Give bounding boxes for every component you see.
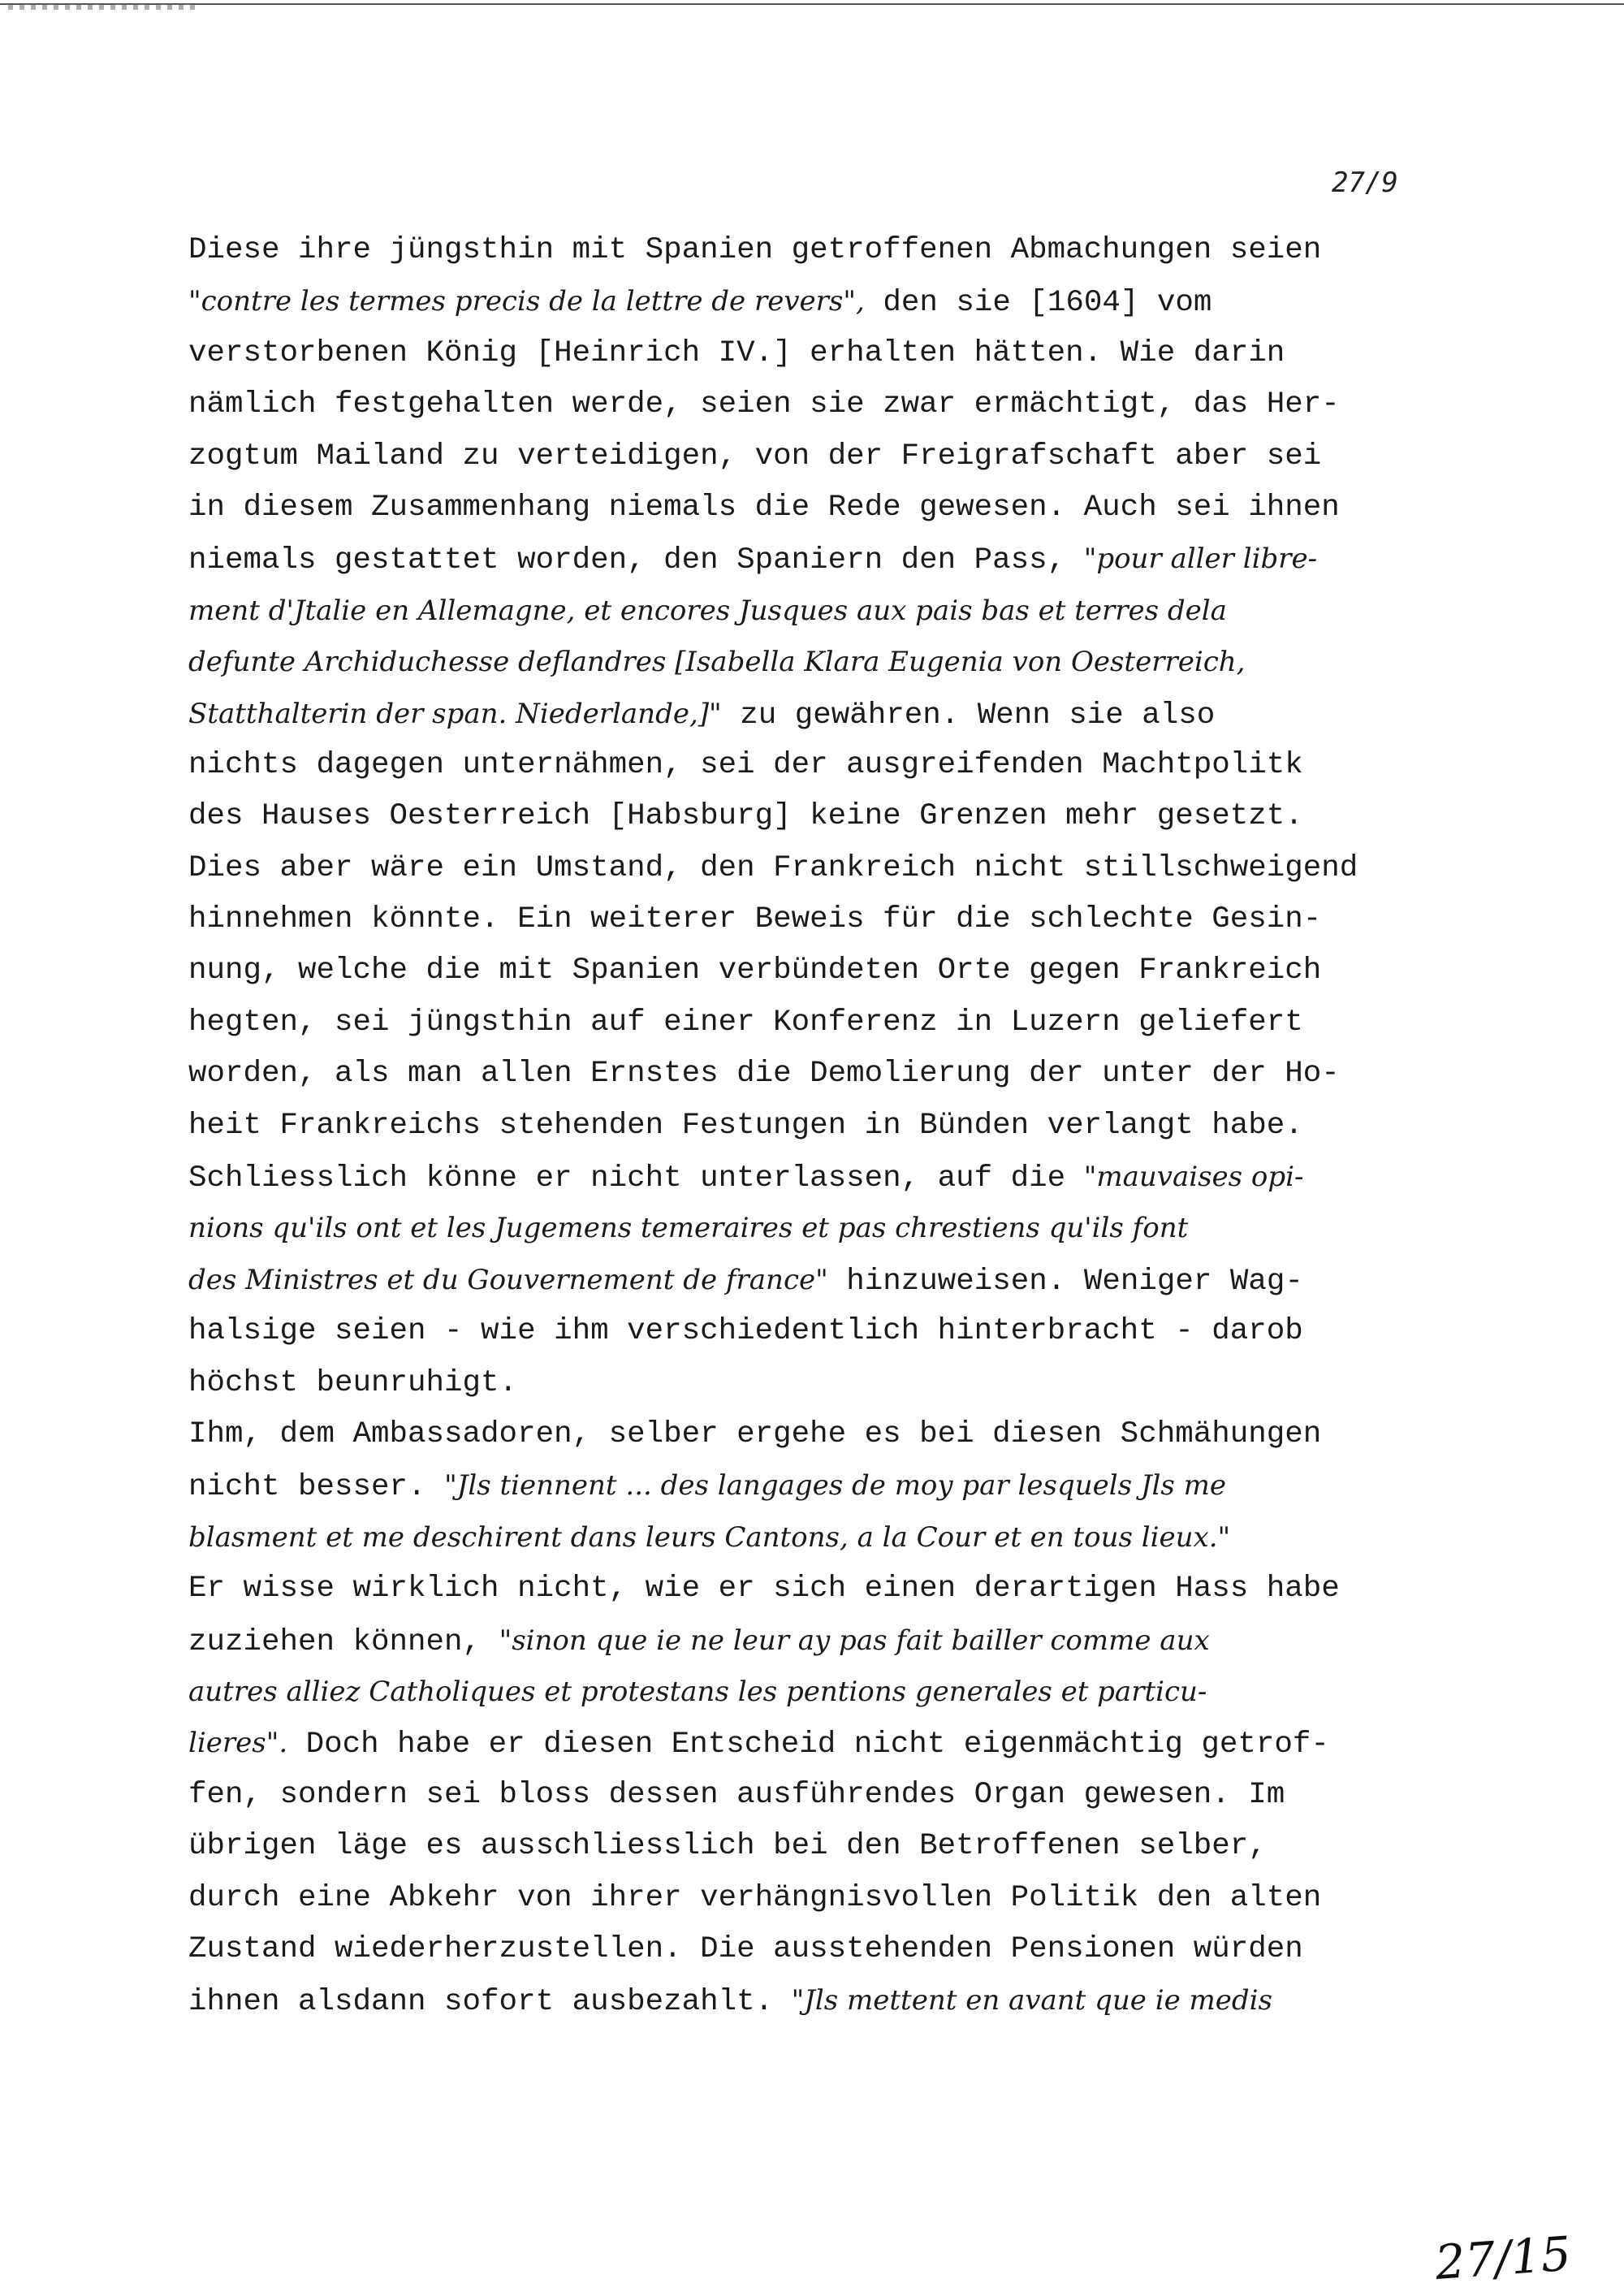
text-line (188, 431, 1471, 482)
text-segment: den sie [1604] vom (864, 286, 1212, 321)
quoted-french-text: Statthalterin der span. Niederlande,]" (188, 697, 722, 730)
quoted-french-text: autres alliez Catholiques et protestans les pentions generales et particu- (188, 1675, 1207, 1708)
text-segment: höchst beunruhigt. (188, 1365, 518, 1400)
text-segment: halsige seien - wie ihm verschiedentlich hinterbracht - darob (188, 1314, 1303, 1349)
text-line (188, 1101, 1471, 1152)
scan-top-edge (0, 3, 1624, 5)
text-segment: Dies aber wäre ein Umstand, den Frankreich nicht stillschweigend (188, 850, 1358, 885)
text-line (188, 276, 1471, 327)
text-segment: Doch habe er diesen Entscheid nicht eigenmächtig getrof- (287, 1728, 1329, 1762)
text-line (188, 689, 1471, 740)
quoted-french-text: "contre les termes precis de la lettre de revers", (188, 285, 865, 318)
quoted-french-text: blasment et me deschirent dans leurs Cantons, a la Cour et en tous lieux." (188, 1520, 1231, 1554)
text-segment: hegten, sei jüngsthin auf einer Konferenz in Luzern geliefert (188, 1005, 1303, 1040)
text-segment: Er wisse wirklich nicht, wie er sich einen derartigen Hass habe (188, 1572, 1340, 1607)
text-line (188, 1667, 1471, 1718)
text-segment: Ihm, dem Ambassadoren, selber ergehe es bei diesen Schmähungen (188, 1416, 1322, 1451)
text-segment: nämlich festgehalten werde, seien sie zwar ermächtigt, das Her- (188, 387, 1340, 422)
text-segment: nicht besser. (188, 1470, 445, 1505)
text-segment: nung, welche die mit Spanien verbündeten Orte gegen Frankreich (188, 954, 1322, 988)
text-line (188, 843, 1471, 894)
handwritten-archive-number: 27/15 (1433, 2225, 1573, 2290)
text-line (188, 1203, 1471, 1254)
text-segment: niemals gestattet worden, den Spaniern den Pass, (188, 543, 1084, 578)
text-line (188, 997, 1471, 1049)
text-segment: fen, sondern sei bloss dessen ausführendes Organ gewesen. Im (188, 1777, 1285, 1812)
text-line (188, 740, 1471, 791)
text-line (188, 328, 1471, 379)
text-line (188, 1924, 1471, 1975)
quoted-french-text: nions qu'ils ont et les Jugemens temeraires et pas chrestiens qu'ils font (188, 1212, 1189, 1245)
text-segment: zu gewähren. Wenn sie also (721, 698, 1216, 733)
text-line (188, 1770, 1471, 1821)
text-segment: verstorbenen König [Heinrich IV.] erhalten hätten. Wie darin (188, 335, 1285, 370)
text-segment: übrigen läge es ausschliesslich bei den Betroffenen selber, (188, 1829, 1267, 1864)
text-line (188, 1873, 1471, 1924)
text-line (188, 791, 1471, 842)
text-segment: zogtum Mailand zu verteidigen, von der Freigrafschaft aber sei (188, 439, 1322, 474)
quoted-french-text: defunte Archiduchesse deflandres [Isabella Klara Eugenia von Oesterreich, (188, 646, 1246, 679)
text-line (188, 1563, 1471, 1615)
scan-artifact (8, 5, 195, 10)
text-line (188, 1152, 1471, 1203)
text-line (188, 945, 1471, 997)
text-line (188, 586, 1471, 637)
text-segment: durch eine Abkehr von ihrer verhängnisvollen Politik den alten (188, 1880, 1322, 1915)
text-segment: heit Frankreichs stehenden Festungen in Bünden verlangt habe. (188, 1108, 1303, 1143)
text-line (188, 1306, 1471, 1357)
quoted-french-text: des Ministres et du Gouvernement de france" (188, 1263, 828, 1296)
text-segment: nichts dagegen unternähmen, sei der ausgreifenden Machtpolitk (188, 747, 1303, 782)
quoted-french-text: lieres". (188, 1727, 288, 1760)
text-line (188, 1512, 1471, 1563)
text-line (188, 1821, 1471, 1872)
text-line (188, 1409, 1471, 1460)
text-line (188, 379, 1471, 430)
text-segment: zuziehen können, (188, 1624, 499, 1659)
text-line (188, 1358, 1471, 1409)
text-segment: des Hauses Oesterreich [Habsburg] keine Grenzen mehr gesetzt. (188, 799, 1303, 834)
text-segment: hinnehmen könnte. Ein weiterer Beweis für die schlechte Gesin- (188, 902, 1322, 937)
quoted-french-text: "Jls tiennent ... des langages de moy par lesquels Jls me (444, 1469, 1226, 1503)
text-line (188, 1255, 1471, 1306)
text-segment: ihnen alsdann sofort ausbezahlt. (188, 1985, 792, 2020)
quoted-french-text: "pour aller libre- (1083, 543, 1318, 576)
quoted-french-text: ment d'Jtalie en Allemagne, et encores Jusques aux pais bas et terres dela (188, 594, 1227, 627)
text-line (188, 1718, 1471, 1769)
text-line (188, 894, 1471, 945)
text-segment: in diesem Zusammenhang niemals die Rede gewesen. Auch sei ihnen (188, 490, 1340, 525)
text-segment: worden, als man allen Ernstes die Demolierung der unter der Ho- (188, 1057, 1340, 1092)
text-segment: Zustand wiederherzustellen. Die ausstehenden Pensionen würden (188, 1931, 1303, 1966)
text-line (188, 1615, 1471, 1667)
text-line (188, 637, 1471, 688)
quoted-french-text: "Jls mettent en avant que ie medis (791, 1984, 1272, 2017)
text-segment: Diese ihre jüngsthin mit Spanien getroffenen Abmachungen seien (188, 233, 1322, 267)
text-line (188, 1460, 1471, 1511)
text-line (188, 1049, 1471, 1100)
quoted-french-text: "mauvaises opi- (1083, 1161, 1304, 1194)
text-line (188, 482, 1471, 534)
text-segment: hinzuweisen. Weniger Wag- (827, 1264, 1303, 1299)
page-number: 27/9 (1332, 166, 1398, 199)
text-line (188, 1975, 1471, 2026)
text-line (188, 534, 1471, 585)
text-line (188, 225, 1471, 276)
quoted-french-text: "sinon que ie ne leur ay pas fait bailler comme aux (499, 1624, 1210, 1657)
text-segment: Schliesslich könne er nicht unterlassen, auf die (188, 1161, 1084, 1196)
body-text (188, 225, 1471, 2027)
